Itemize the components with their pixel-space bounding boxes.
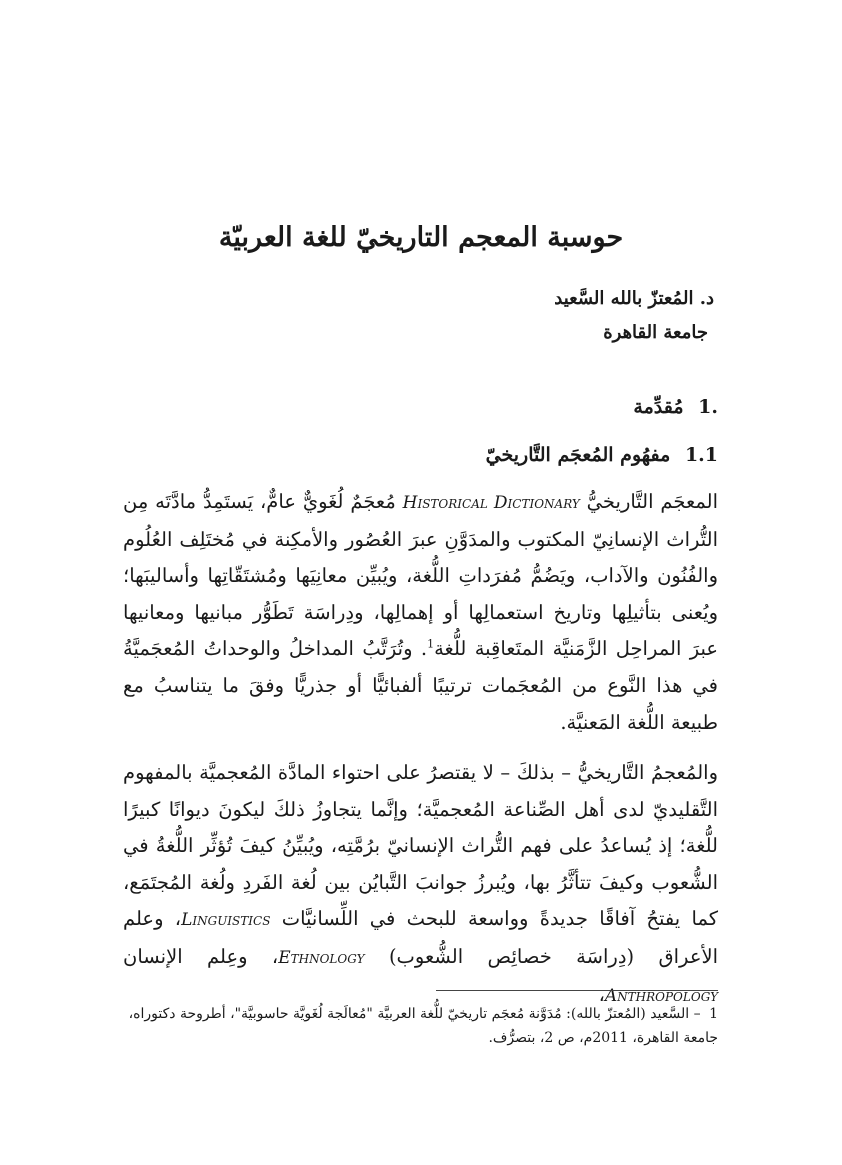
author-block bbox=[414, 282, 714, 350]
p2-term-ethnology: Ethnology bbox=[278, 947, 365, 968]
footnote-reference[interactable]: 1 bbox=[427, 637, 435, 651]
footnote-text: – السَّعيد (المُعتزّ بالله): مُدَوَّنة مُعجَم تاريخيّ للُّغة العربيَّة "مُعالَجة لُغَويَّة حاسوبيَّة"، أطروحة دكتوراه، جامعة القاهرة، 2011م، ص 2، بتصرُّف. bbox=[128, 1006, 718, 1046]
p2-term-linguistics: Linguistics bbox=[181, 910, 271, 931]
p1-after-ref: . وتُرَتَّبُ المداخلُ والوحداتُ المُعجَميَّةُ في هذا النَّوع من المُعجَمات ترتيبًا ألفبائيًّا أو جذريًّا وفقَ ما يتناسبُ مع طبيعة اللُّغة المَعنيَّة. bbox=[123, 637, 718, 734]
subsection-number: 1.1 bbox=[684, 444, 718, 466]
section-heading bbox=[633, 392, 718, 422]
footnote bbox=[123, 1002, 718, 1050]
p2-term-anthropology: Anthropology bbox=[604, 985, 718, 1006]
body-paragraph-2 bbox=[123, 755, 718, 1014]
p1-english-term: Historical Dictionary bbox=[402, 493, 580, 513]
footnote-divider bbox=[436, 990, 718, 991]
paper-title: حوسبة المعجم التاريخيّ للغة العربيّة bbox=[218, 222, 624, 253]
subsection-heading bbox=[486, 440, 718, 470]
author-name: د. المُعتزّ بالله السَّعيد bbox=[554, 288, 714, 309]
p2-part1: والمُعجمُ التَّاريخيُّ – بذلكَ – لا يقتصرُ على احتواء المادَّة المُعجميَّة بالمفهوم التَّقليديّ لدى أهل الصِّناعة المُعجميَّة؛ وإنَّما يتجاوزُ ذلكَ ليكونَ ديوانًا كبيرًا للُّغة؛ إذ يُساعدُ على فهم التُّراث الإنسانيّ برُمَّتِه، ويُبيِّنُ كيفَ تُؤثِّر اللُّغةُ في الشُّعوب وكيفَ تتأثَّرُ بها، ويُبرزُ جوانبَ التَّبايُن بين لُغة الفَردِ ولُغة المُجتَمَع، كما يفتحُ آفاقًا جديدةً وواسعة للبحث في اللِّسانيَّات bbox=[123, 761, 718, 931]
body-paragraph-1 bbox=[123, 484, 718, 741]
p2-part4: ، bbox=[598, 982, 605, 1006]
section-number: 1. bbox=[698, 396, 718, 418]
section-label: مُقدِّمة bbox=[633, 396, 684, 418]
p2-part2: ، وعلم الأعراق (دِراسَة خصائِص الشُّعوب) bbox=[123, 907, 718, 968]
author-affiliation: جامعة القاهرة bbox=[603, 322, 708, 343]
p1-before-term: المعجَم التَّاريخيُّ bbox=[586, 490, 718, 513]
subsection-label: مفهُوم المُعجَم التَّاريخيّ bbox=[485, 444, 671, 466]
footnote-number: 1 bbox=[709, 1006, 718, 1022]
p2-part3: ، وعِلم الإنسان bbox=[123, 944, 279, 968]
p1-after-term: مُعجَمٌ لُغَويٌّ عامٌّ، يَستَمِدُّ مادَّتَه مِن التُّراث الإنسانِيّ المكتوب والمدَوَّنِ عبرَ العُصُور والأمكِنة في مُختَلِف العُلُوم والفُنُون والآداب، ويَضُمُّ مُفرَداتِ اللُّغة، ويُبيِّن معانِيَها ومُشتَقّاتِها وأساليبَها؛ ويُعنى بتأثيلِها وتاريخ استعمالِها أو إهمالِها، ودِراسَة تَطَوُّر مبانيها ومعانيها عبرَ المراحِل الزَّمَنيَّة المتَعاقِبة للُّغة bbox=[123, 490, 718, 661]
